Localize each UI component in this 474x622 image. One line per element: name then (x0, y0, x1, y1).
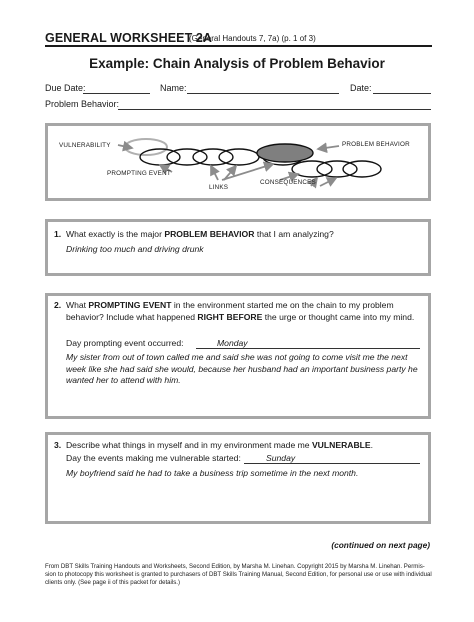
problem-behavior-field[interactable] (118, 109, 431, 110)
worksheet-title: GENERAL WORKSHEET 2A (45, 31, 213, 45)
q2-text-b: in the environment started me on the chain to my problem behavior? Include what happened (66, 300, 394, 322)
date-label: Date: (350, 83, 372, 93)
link-oval-1 (167, 149, 207, 165)
question-3-box (45, 432, 431, 524)
question-1-answer: Drinking too much and driving drunk (66, 244, 204, 254)
worksheet-subtitle: (General Handouts 7, 7a) (p. 1 of 3) (189, 33, 316, 43)
q3-bold-vulnerable: VULNERABLE (311, 440, 371, 450)
link-oval-2 (193, 149, 233, 165)
q3-day-label: Day the events making me vulnerable started: (66, 453, 241, 463)
question-number: 1. (54, 229, 62, 239)
date-field[interactable] (373, 93, 431, 94)
problem-behavior-oval (257, 144, 313, 162)
copyright-footer (45, 563, 433, 587)
problem-behavior-label: Problem Behavior: (45, 99, 120, 109)
q3-text-b: . (370, 440, 374, 450)
footer-line-2: sion to photocopy this worksheet is granted to purchasers of DBT Skills Training Manual, Second Edition, for personal use or use with individual (45, 571, 432, 578)
consequence-oval-2 (317, 161, 357, 177)
label-consequences: CONSEQUENCES (260, 179, 316, 186)
label-problem-behavior: PROBLEM BEHAVIOR (342, 141, 410, 148)
question-2-text (54, 300, 426, 323)
label-vulnerability: VULNERABILITY (59, 142, 111, 149)
question-1-box (45, 219, 431, 276)
q2-text-c: the urge or thought came into my mind. (262, 311, 415, 322)
footer-line-1: From DBT Skills Training Handouts and Worksheets, Second Edition, by Marsha M. Linehan. Copyright 2015 by Marsha M. Linehan. Permis- (45, 563, 425, 570)
q2-bold-prompting-event: PROMPTING EVENT (88, 300, 172, 310)
label-links: LINKS (209, 184, 229, 191)
footer-line-3: clients only. (See page ii of this packet for details.) (45, 579, 181, 586)
q2-text-a: What (65, 300, 89, 310)
question-2-box (45, 293, 431, 419)
q2-day-value: Monday (217, 338, 248, 348)
q3-text-a: Describe what things in myself and in my environment made me (65, 440, 312, 450)
chain-diagram (48, 126, 428, 198)
chain-diagram-box (45, 123, 431, 201)
q2-bold-right-before: RIGHT BEFORE (197, 311, 263, 322)
due-date-field[interactable] (83, 93, 150, 94)
question-3-answer: My boyfriend said he had to take a business trip sometime in the next month. (66, 468, 359, 478)
header-rule (45, 45, 432, 47)
question-1-text (54, 229, 424, 241)
q2-day-label: Day prompting event occurred: (66, 338, 184, 348)
link-oval-3 (219, 149, 259, 165)
question-3-text (54, 440, 424, 452)
q1-text-a: What exactly is the major (65, 229, 165, 239)
question-number: 2. (54, 300, 62, 310)
continued-note: (continued on next page) (331, 540, 430, 550)
q1-text-b: that I am analyzing? (254, 229, 334, 239)
question-2-answer: My sister from out of town called me and said she was not going to come visit me the next week like she had said she would, because her husband had an important business party he wanted her to attend with him. (66, 352, 418, 385)
name-field[interactable] (187, 93, 339, 94)
page-title: Example: Chain Analysis of Problem Behavior (89, 56, 385, 71)
question-number: 3. (54, 440, 62, 450)
due-date-label: Due Date: (45, 83, 86, 93)
name-label: Name: (160, 83, 187, 93)
q3-day-value: Sunday (266, 453, 296, 463)
label-prompting-event: PROMPTING EVENT (107, 170, 171, 177)
consequence-oval-3 (343, 161, 381, 177)
q1-bold-problem-behavior: PROBLEM BEHAVIOR (164, 229, 255, 239)
